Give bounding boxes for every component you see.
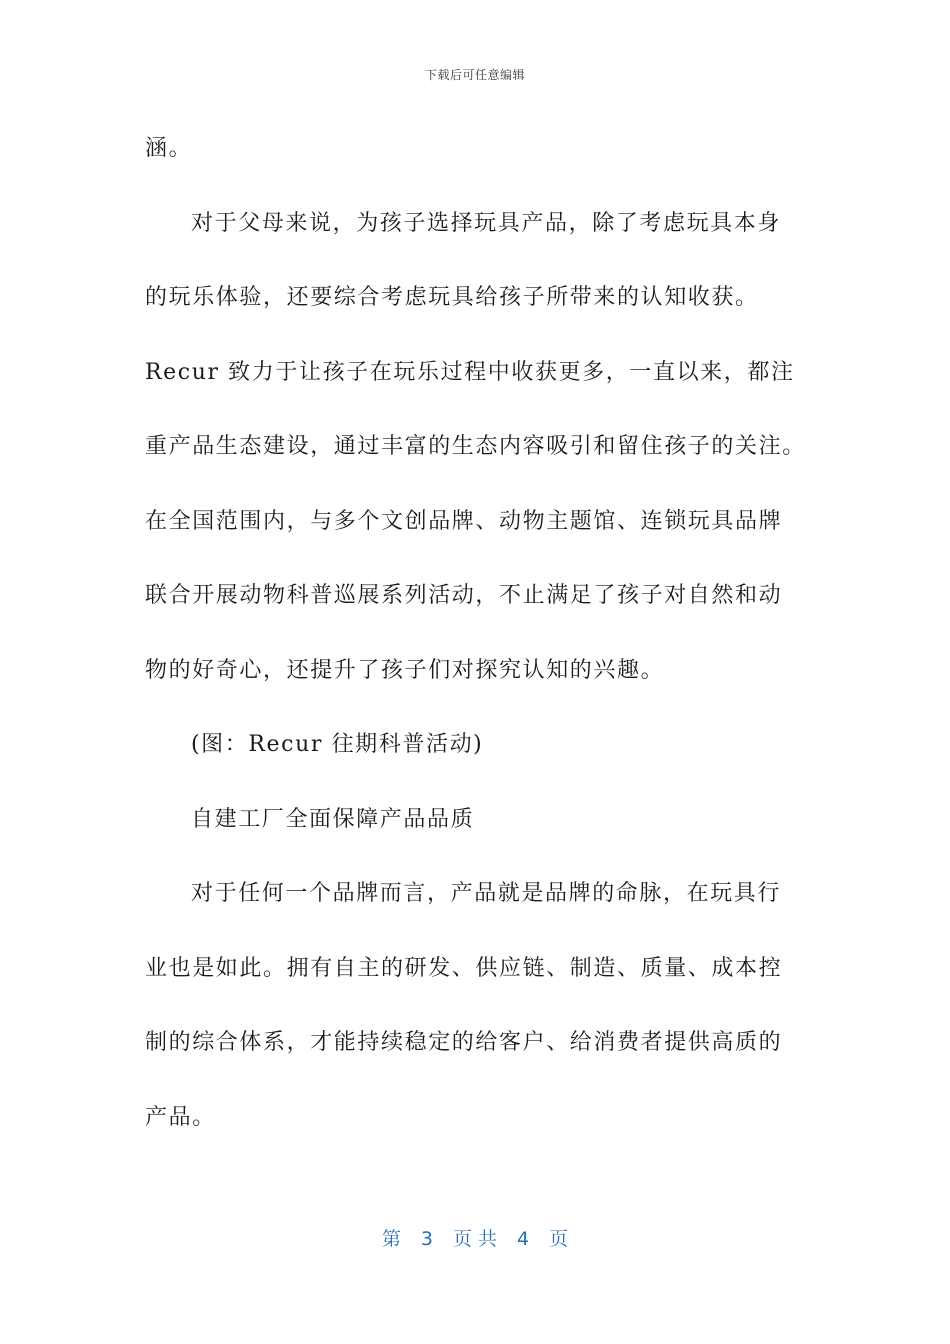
document-body xyxy=(145,112,825,1155)
page-suffix: 页 xyxy=(549,1228,569,1250)
paragraph-line: 业也是如此。拥有自主的研发、供应链、制造、质量、成本控 xyxy=(145,955,783,981)
paragraph-line: 物的好奇心，还提升了孩子们对探究认知的兴趣。 xyxy=(145,657,665,683)
total-pages-number: 4 xyxy=(517,1228,530,1250)
current-page-number: 3 xyxy=(420,1228,433,1250)
page-prefix: 第 xyxy=(381,1228,401,1250)
paragraph-line: 重产品生态建设，通过丰富的生态内容吸引和留住孩子的关注。 xyxy=(145,434,806,459)
paragraph-line: 产品。 xyxy=(145,1104,216,1130)
paragraph-line: 涵。 xyxy=(145,136,193,161)
header-note: 下载后可任意编辑 xyxy=(424,68,525,82)
paragraph-line: Recur 致力于让孩子在玩乐过程中收获更多，一直以来，都注 xyxy=(145,359,795,385)
page-mid: 页 共 xyxy=(452,1228,498,1250)
section-heading: 自建工厂全面保障产品品质 xyxy=(191,806,475,832)
paragraph-line: 在全国范围内，与多个文创品牌、动物主题馆、连锁玩具品牌 xyxy=(145,508,783,534)
figure-caption: (图：Recur 往期科普活动) xyxy=(191,732,484,757)
paragraph-line: 的玩乐体验，还要综合考虑玩具给孩子所带来的认知收获。 xyxy=(145,285,759,310)
paragraph-line: 制的综合体系，才能持续稳定的给客户、给消费者提供高质的 xyxy=(145,1030,783,1055)
paragraph-line: 对于任何一个品牌而言，产品就是品牌的命脉，在玩具行 xyxy=(191,881,782,906)
paragraph-line: 对于父母来说，为孩子选择玩具产品，除了考虑玩具本身 xyxy=(191,210,782,236)
page-number-footer xyxy=(0,1224,950,1251)
paragraph-line: 联合开展动物科普巡展系列活动，不止满足了孩子对自然和动 xyxy=(145,583,783,608)
